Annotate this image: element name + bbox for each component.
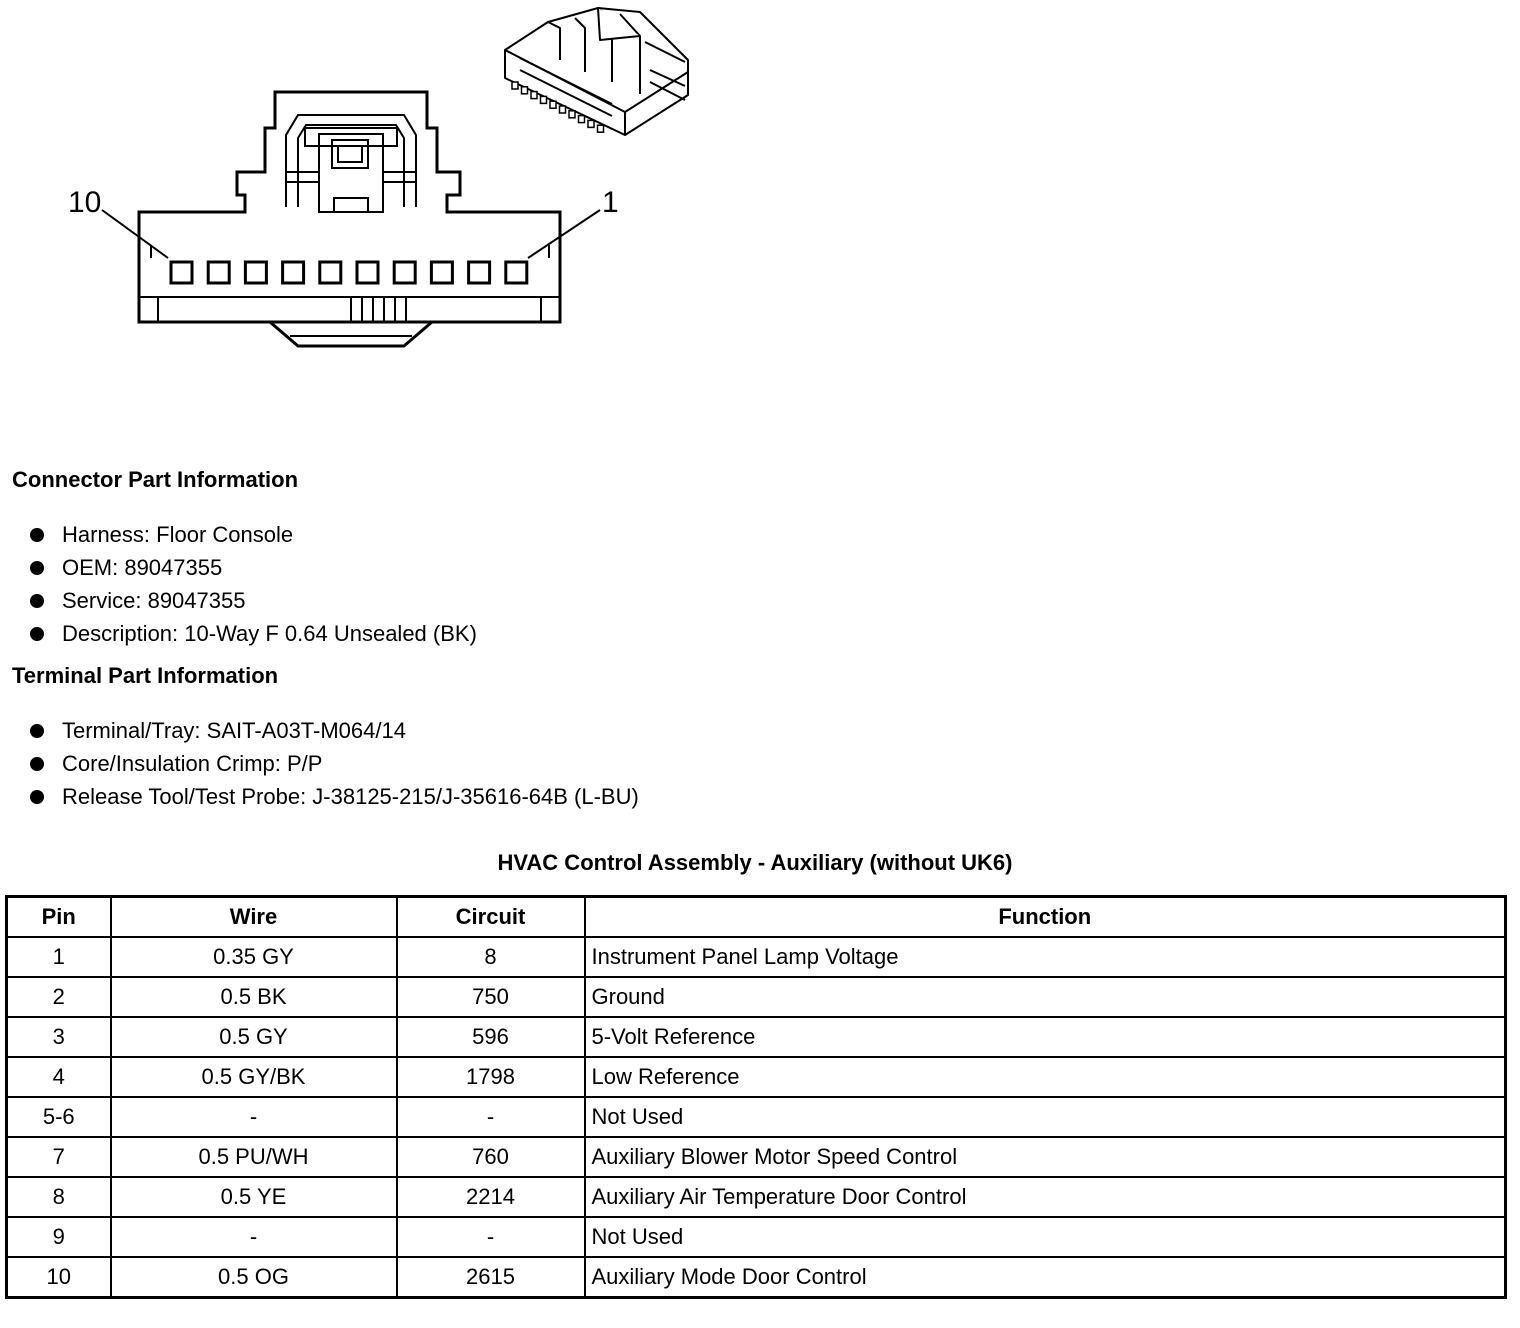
bullet-icon [30, 627, 44, 641]
terminal-cavity [171, 262, 192, 283]
table-row [7, 1137, 1506, 1177]
crimp-text: Core/Insulation Crimp: P/P [62, 751, 323, 776]
terminal-cavity [283, 262, 304, 283]
wire-cell: 0.5 BK [111, 977, 397, 1017]
terminal-cavity [469, 262, 490, 283]
service-text: Service: 89047355 [62, 588, 246, 613]
terminal-cavity [245, 262, 266, 283]
table-row [7, 1017, 1506, 1057]
pin-cell: 4 [7, 1057, 111, 1097]
wire-cell: 0.5 YE [111, 1177, 397, 1217]
wire-cell: 0.35 GY [111, 937, 397, 977]
pin-cell: 9 [7, 1217, 111, 1257]
isometric-pin-window [522, 87, 528, 94]
function-cell: Ground [585, 977, 1506, 1017]
connector-face-view [139, 92, 560, 346]
terminal-cavity [208, 262, 229, 283]
isometric-pin-window [598, 125, 604, 132]
wire-cell: 0.5 OG [111, 1257, 397, 1298]
terminal-info-list [28, 714, 639, 813]
circuit-cell: 2214 [397, 1177, 585, 1217]
function-cell: Not Used [585, 1217, 1506, 1257]
callout-label-1: 1 [602, 186, 619, 219]
function-cell: 5-Volt Reference [585, 1017, 1506, 1057]
header-function: Function [585, 897, 1506, 938]
table-header-row [7, 897, 1506, 938]
isometric-pin-window [541, 96, 547, 103]
wire-cell: 0.5 GY/BK [111, 1057, 397, 1097]
connector-isometric-view [505, 8, 688, 135]
oem-text: OEM: 89047355 [62, 555, 223, 580]
release-tool-text: Release Tool/Test Probe: J-38125-215/J-35616-64B (L-BU) [62, 784, 639, 809]
list-item [28, 518, 477, 551]
table-title: HVAC Control Assembly - Auxiliary (without UK6) [497, 850, 1013, 875]
list-item [28, 747, 639, 780]
terminal-cavity [506, 262, 527, 283]
callout-leader-1 [528, 210, 600, 258]
circuit-cell: 8 [397, 937, 585, 977]
header-circuit: Circuit [397, 897, 585, 938]
terminal-cavity [394, 262, 415, 283]
isometric-pin-window [579, 116, 585, 123]
table-row [7, 977, 1506, 1017]
description-text: Description: 10-Way F 0.64 Unsealed (BK) [62, 621, 477, 646]
wire-cell: 0.5 PU/WH [111, 1137, 397, 1177]
pin-cell: 3 [7, 1017, 111, 1057]
isometric-pin-window [550, 101, 556, 108]
bullet-icon [30, 724, 44, 738]
callout-leader-10 [102, 210, 168, 258]
connector-diagram [0, 0, 760, 420]
table-row [7, 1217, 1506, 1257]
bullet-icon [30, 594, 44, 608]
wire-cell: - [111, 1217, 397, 1257]
pinout-table [5, 895, 1507, 1299]
table-row [7, 937, 1506, 977]
isometric-pin-window [569, 111, 575, 118]
pin-cell: 7 [7, 1137, 111, 1177]
circuit-cell: 750 [397, 977, 585, 1017]
circuit-cell: - [397, 1217, 585, 1257]
function-cell: Instrument Panel Lamp Voltage [585, 937, 1506, 977]
function-cell: Not Used [585, 1097, 1506, 1137]
circuit-cell: 1798 [397, 1057, 585, 1097]
isometric-pin-window [531, 92, 537, 99]
table-row [7, 1097, 1506, 1137]
header-wire: Wire [111, 897, 397, 938]
function-cell: Auxiliary Mode Door Control [585, 1257, 1506, 1298]
circuit-cell: 760 [397, 1137, 585, 1177]
connector-info-list [28, 518, 477, 650]
bullet-icon [30, 790, 44, 804]
harness-text: Harness: Floor Console [62, 522, 294, 547]
wire-cell: - [111, 1097, 397, 1137]
bullet-icon [30, 528, 44, 542]
function-cell: Low Reference [585, 1057, 1506, 1097]
function-cell: Auxiliary Blower Motor Speed Control [585, 1137, 1506, 1177]
pin-cell: 10 [7, 1257, 111, 1298]
table-row [7, 1257, 1506, 1298]
terminal-cavity [320, 262, 341, 283]
list-item [28, 780, 639, 813]
list-item [28, 617, 477, 650]
isometric-pin-window [588, 120, 594, 127]
terminal-cavity [357, 262, 378, 283]
terminal-cavities [171, 262, 527, 283]
circuit-cell: 596 [397, 1017, 585, 1057]
function-cell: Auxiliary Air Temperature Door Control [585, 1177, 1506, 1217]
isometric-pin-window [512, 82, 518, 89]
isometric-pin-window [560, 106, 566, 113]
table-row [7, 1057, 1506, 1097]
table-row [7, 1177, 1506, 1217]
connector-info-heading: Connector Part Information [12, 467, 299, 492]
list-item [28, 714, 639, 747]
terminal-cavity [431, 262, 452, 283]
header-pin: Pin [7, 897, 111, 938]
list-item [28, 551, 477, 584]
callout-label-10: 10 [68, 186, 102, 219]
pin-cell: 5-6 [7, 1097, 111, 1137]
pin-cell: 2 [7, 977, 111, 1017]
bullet-icon [30, 757, 44, 771]
pin-cell: 8 [7, 1177, 111, 1217]
wire-cell: 0.5 GY [111, 1017, 397, 1057]
terminal-info-heading: Terminal Part Information [12, 663, 279, 688]
bullet-icon [30, 561, 44, 575]
circuit-cell: 2615 [397, 1257, 585, 1298]
circuit-cell: - [397, 1097, 585, 1137]
list-item [28, 584, 477, 617]
terminal-tray-text: Terminal/Tray: SAIT-A03T-M064/14 [62, 718, 406, 743]
pin-cell: 1 [7, 937, 111, 977]
